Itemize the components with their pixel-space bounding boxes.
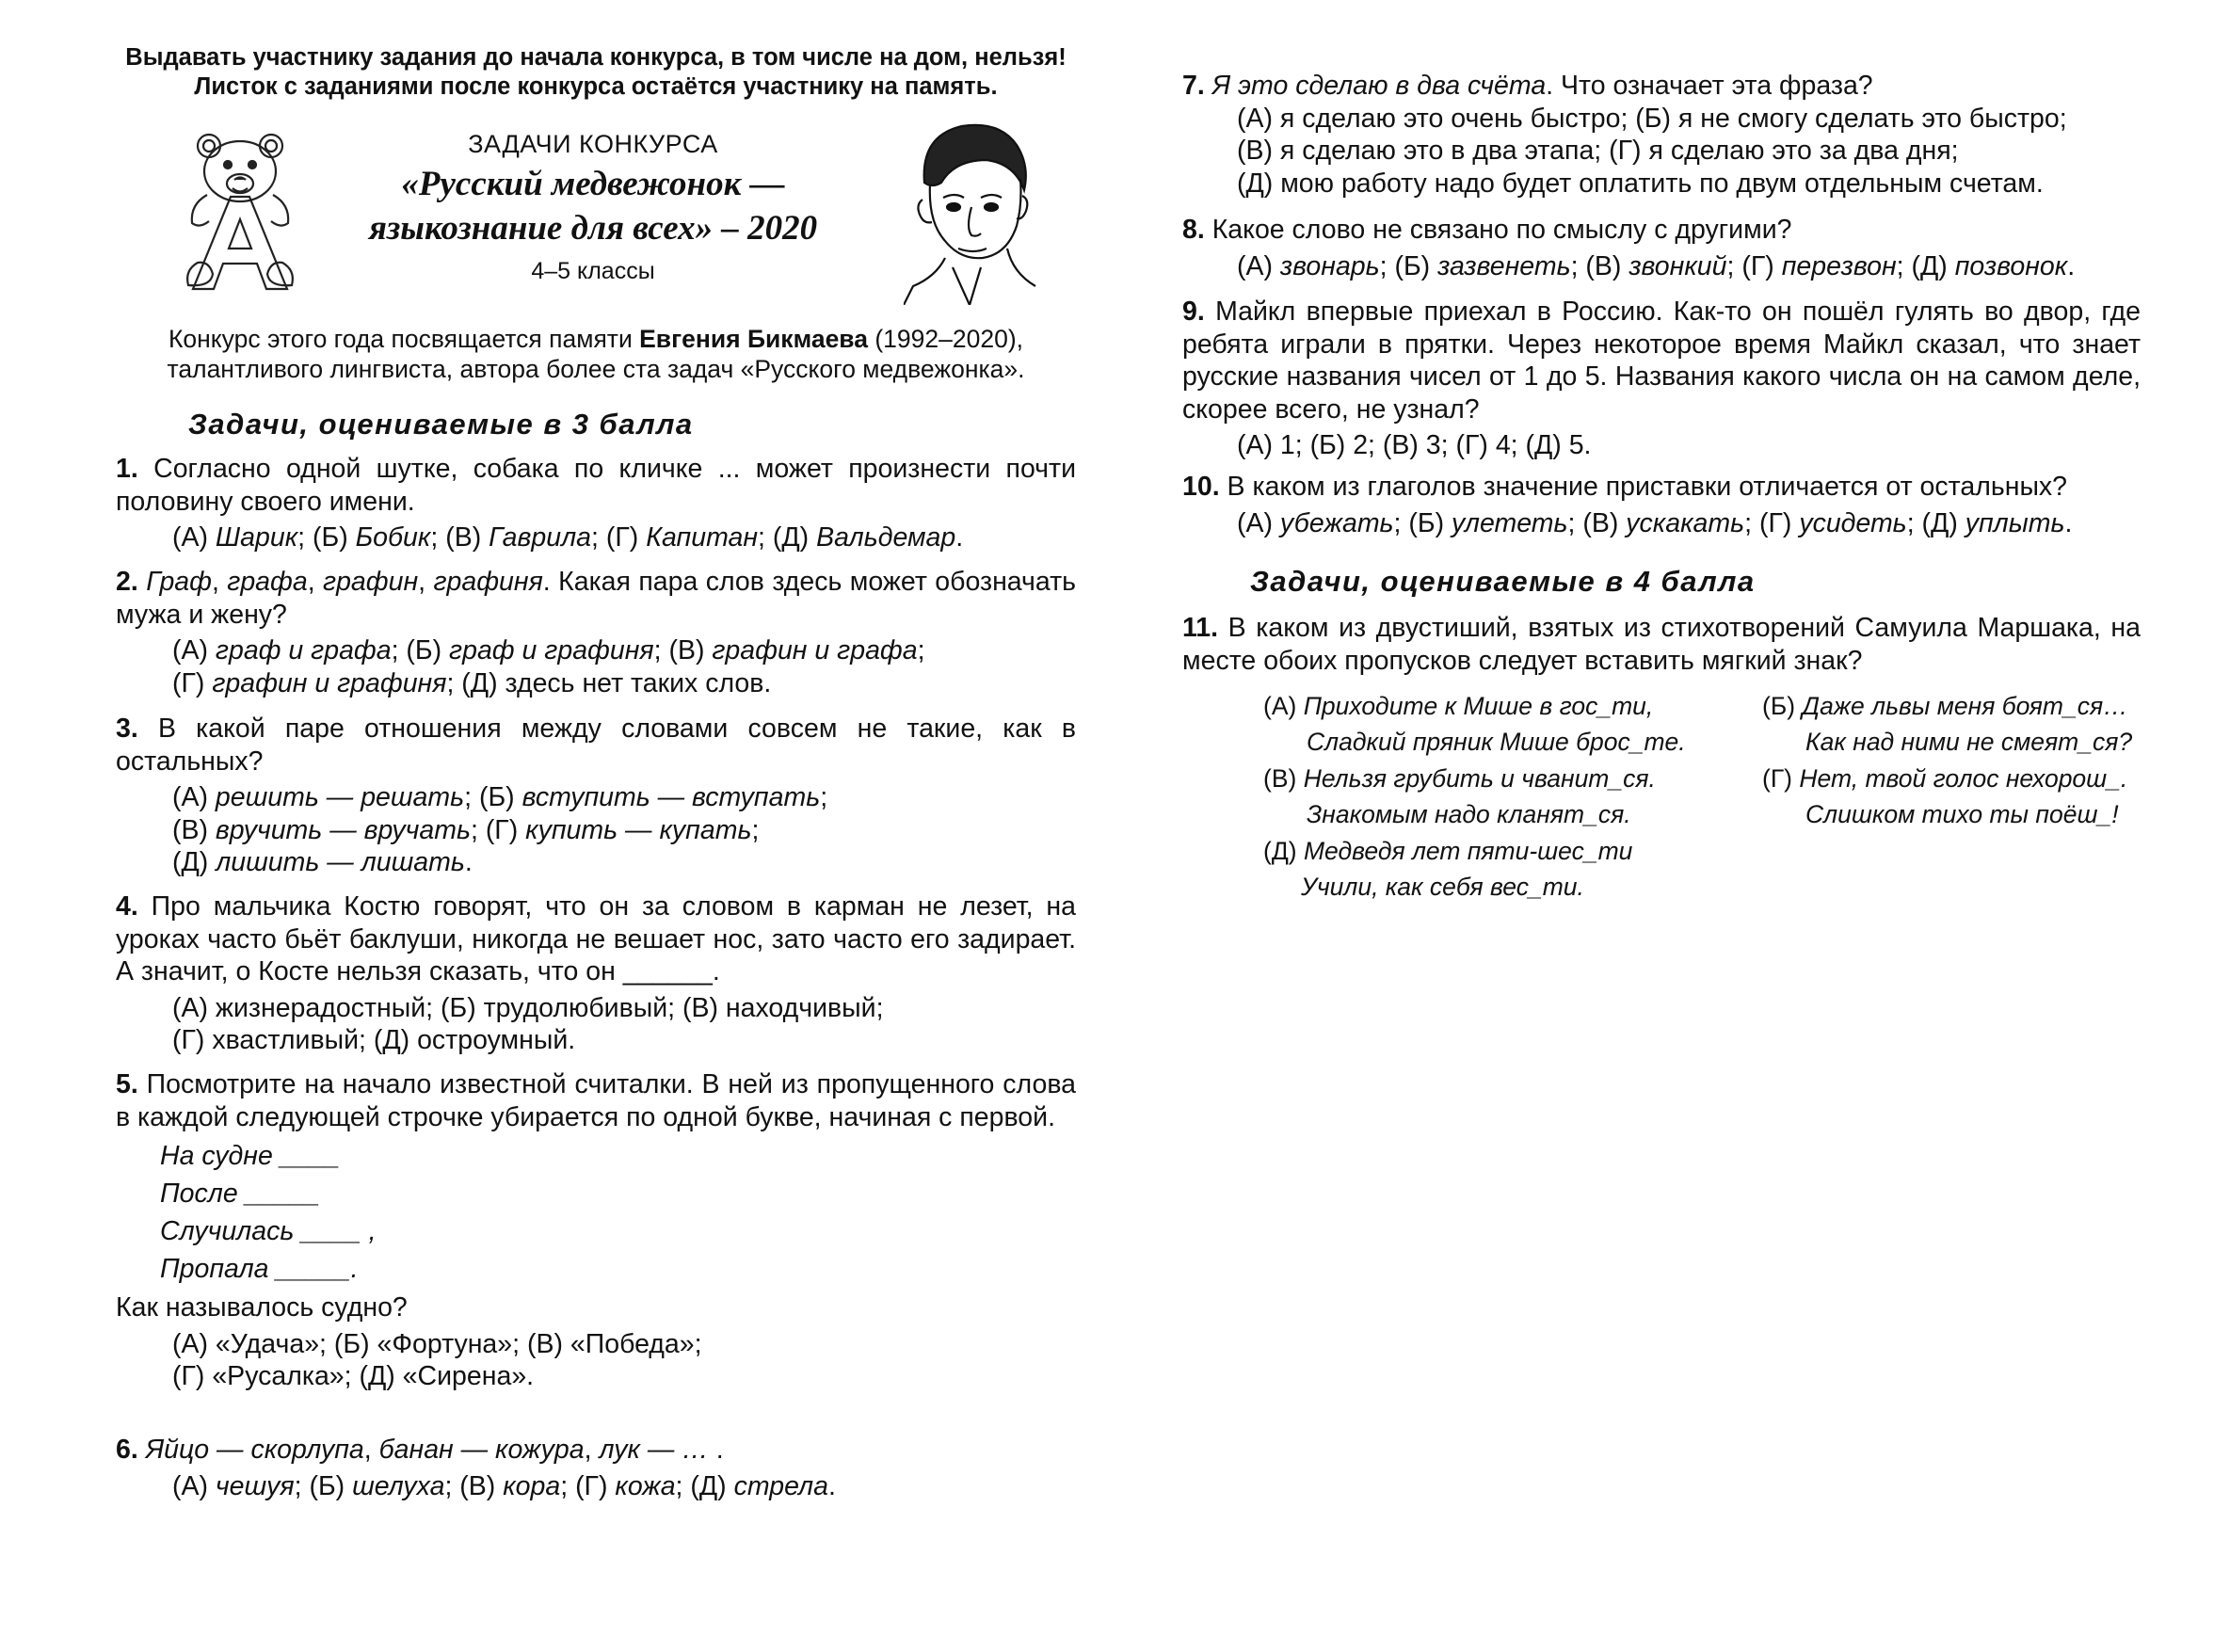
opt-end: . xyxy=(2067,250,2076,281)
task-7 xyxy=(1182,70,2141,200)
notice-line-1: Выдавать участнику задания до начала конкурса, в том числе на дом, нельзя! xyxy=(125,44,1067,71)
task-3-options xyxy=(116,781,1076,879)
distribution-notice xyxy=(116,43,1076,102)
task-8-stem: Какое слово не связано по смыслу с другими? xyxy=(1204,215,1792,245)
option-v: графин и графа xyxy=(712,635,918,666)
opt-label: ; (Д) xyxy=(758,522,817,553)
opt-label: ; (Г) xyxy=(560,1470,616,1501)
couplet-line: Медведя лет пяти-шес_ти xyxy=(1303,837,1633,865)
contest-title-block xyxy=(311,126,875,292)
option-b: Бобик xyxy=(355,522,431,553)
task-11-stem: В каком из двустиший, взятых из стихотворений Самуила Маршака, на месте обоих пропусков следует вставить мягкий знак? xyxy=(1182,613,2141,676)
option-v: Гаврила xyxy=(489,522,592,553)
option-g: графин и графиня xyxy=(212,667,447,698)
task-2-word: графиня xyxy=(433,567,543,597)
option-d: Вальдемар xyxy=(816,522,956,553)
opt-label: ; (В) xyxy=(444,1470,504,1501)
option-v: ускакать xyxy=(1626,507,1745,538)
task-5-number: 5. xyxy=(116,1069,138,1099)
task-2-word: графа xyxy=(227,567,308,597)
sep: . xyxy=(715,1435,724,1465)
contest-name-line-2: языкознание для всех» – 2020 xyxy=(368,209,818,248)
task-9-options: (А) 1; (Б) 2; (В) 3; (Г) 4; (Д) 5. xyxy=(1237,430,1592,460)
option-a: граф и графа xyxy=(215,635,392,666)
contest-kicker: ЗАДАЧИ КОНКУРСА xyxy=(468,130,718,158)
option-a: решить — решать xyxy=(215,782,465,812)
couplet-line: Даже львы меня боят_ся… xyxy=(1802,692,2128,720)
opt-label: (В) xyxy=(1263,764,1304,793)
opt-label: ; (Б) xyxy=(464,782,522,812)
opt-label: (Д) xyxy=(172,847,217,877)
couplet-line: Знакомым надо кланят_ся. xyxy=(1307,800,1631,828)
portrait-icon xyxy=(904,117,1039,305)
task-5 xyxy=(116,1068,1076,1393)
couplet-line: Учили, как себя вес_ти. xyxy=(1301,873,1584,901)
task-7-options xyxy=(1182,103,2141,200)
poem-line: Случилась ____ , xyxy=(160,1216,377,1246)
section-heading-4-points: Задачи, оцениваемые в 4 балла xyxy=(1250,565,1756,598)
dedication-prefix: Конкурс этого года посвящается памяти xyxy=(168,325,640,353)
opt-end: ; xyxy=(917,635,925,666)
dedication-line-2: талантливого лингвиста, автора более ста задач «Русского медвежонка». xyxy=(167,355,1025,383)
option-v: кора xyxy=(503,1470,561,1501)
opt-label: (Б) xyxy=(1762,692,1803,720)
opt-label: ; (В) xyxy=(430,522,489,553)
option-b: шелуха xyxy=(352,1470,445,1501)
task-1 xyxy=(116,453,1076,554)
option-a: чешуя xyxy=(215,1470,295,1501)
opt-label: (А) xyxy=(1263,692,1304,720)
option-d: ; (Д) здесь нет таких слов. xyxy=(446,667,772,698)
task-7-question: . Что означает эта фраза? xyxy=(1546,71,1873,101)
task-11-option-g xyxy=(1762,761,2127,832)
option-b: граф и графиня xyxy=(449,635,654,666)
sep: , xyxy=(363,1435,379,1465)
task-11-option-d xyxy=(1263,833,1632,905)
opt-label: (Д) xyxy=(1263,837,1304,865)
opt-label: (А) xyxy=(172,1470,216,1501)
task-5-options-line-1: (А) «Удача»; (Б) «Фортуна»; (В) «Победа»; xyxy=(172,1328,702,1359)
task-6-pair: банан — кожура xyxy=(378,1435,585,1465)
task-6-number: 6. xyxy=(116,1435,138,1465)
task-7-options-line-3: (Д) мою работу надо будет оплатить по двум отдельным счетам. xyxy=(1237,168,2044,199)
opt-label: (А) xyxy=(172,635,216,666)
poem-line: Пропала _____. xyxy=(160,1254,359,1284)
option-v: вручить — вручать xyxy=(215,814,471,845)
task-8 xyxy=(1182,214,2141,282)
dedication-suffix: (1992–2020), xyxy=(867,325,1024,353)
task-5-stem: Посмотрите на начало известной считалки. В ней из пропущенного слова в каждой следующей строчке убирается по одной букве, начиная с первой. xyxy=(116,1069,1076,1132)
task-7-phrase: Я это сделаю в два счёта xyxy=(1211,71,1547,101)
option-b: зазвенеть xyxy=(1437,250,1571,281)
task-1-stem: Согласно одной шутке, собака по кличке ... может произнести почти половину своего имени. xyxy=(116,454,1076,517)
opt-label: (Г) xyxy=(172,667,213,698)
dedication xyxy=(116,324,1076,384)
task-4-options-line-2: (Г) хвастливый; (Д) остроумный. xyxy=(172,1025,576,1055)
task-4-options xyxy=(116,992,1076,1057)
task-5-question: Как называлось судно? xyxy=(116,1292,408,1323)
opt-label: (В) xyxy=(172,814,216,845)
opt-label: ; (Г) xyxy=(470,814,526,845)
opt-label: ; (Б) xyxy=(391,635,450,666)
task-11-number: 11. xyxy=(1182,613,1219,643)
sep: , xyxy=(307,567,324,597)
opt-label: (А) xyxy=(1237,507,1280,538)
task-2-word: графин xyxy=(323,567,419,597)
task-11-option-v xyxy=(1263,761,1656,832)
task-3 xyxy=(116,713,1076,879)
opt-label: ; (Д) xyxy=(1906,507,1965,538)
poem-line: После _____ xyxy=(160,1179,320,1209)
task-2 xyxy=(116,566,1076,699)
task-6-pair: Яйцо — скорлупа xyxy=(145,1435,364,1465)
opt-label: (А) xyxy=(172,782,216,812)
option-b: улететь xyxy=(1452,507,1568,538)
opt-label: (А) xyxy=(172,522,216,553)
opt-label: ; (В) xyxy=(1570,250,1629,281)
sep: , xyxy=(418,567,434,597)
poem-line: На судне ____ xyxy=(160,1141,341,1171)
option-a: Шарик xyxy=(215,522,298,553)
task-11 xyxy=(1182,612,2141,677)
option-v: звонкий xyxy=(1628,250,1727,281)
task-9-stem: Майкл впервые приехал в Россию. Как-то он пошёл гулять во двор, где ребята играли в прятки. Через некоторое время Майкл сказал, что знает русские названия чисел от 1 до 5. Названия какого числа он на самом деле, скорее всего, не узнал? xyxy=(1182,297,2141,425)
opt-label: ; (Б) xyxy=(294,1470,353,1501)
couplet-line: Нельзя грубить и чванит_ся. xyxy=(1303,764,1656,793)
bear-logo-icon xyxy=(179,129,301,294)
opt-end: ; xyxy=(820,782,828,812)
option-d: стрела xyxy=(733,1470,828,1501)
opt-label: ; (В) xyxy=(1567,507,1627,538)
task-2-number: 2. xyxy=(116,567,138,597)
opt-label: ; (Б) xyxy=(297,522,356,553)
dedication-person: Евгения Бикмаева xyxy=(639,325,868,353)
opt-label: ; (Д) xyxy=(675,1470,734,1501)
opt-end: . xyxy=(827,1470,836,1501)
opt-label: ; (Д) xyxy=(1896,250,1955,281)
option-g: усидеть xyxy=(1799,507,1907,538)
task-2-question: . Какая пара слов здесь может обозначать мужа и жену? xyxy=(116,567,1077,630)
contest-name-line-1: «Русский медвежонок — xyxy=(401,165,785,203)
task-10-stem: В каком из глаголов значение приставки отличается от остальных? xyxy=(1219,472,2068,502)
task-4-number: 4. xyxy=(116,891,138,922)
task-5-options-line-2: (Г) «Русалка»; (Д) «Сирена». xyxy=(172,1361,535,1391)
task-3-stem: В какой паре отношения между словами совсем не такие, как в остальных? xyxy=(116,714,1076,777)
task-6-options xyxy=(116,1470,1076,1503)
section-heading-3-points: Задачи, оцениваемые в 3 балла xyxy=(188,408,694,441)
opt-label: (А) xyxy=(1237,250,1280,281)
task-5-poem xyxy=(116,1137,1076,1288)
task-7-number: 7. xyxy=(1182,71,1205,101)
contest-grade: 4–5 классы xyxy=(531,258,655,284)
couplet-line: Нет, твой голос нехорош_. xyxy=(1799,764,2128,793)
task-4-stem: Про мальчика Костю говорят, что он за словом в карман не лезет, на уроках часто бьёт баклуши, никогда не вешает нос, зато часто его задирает. А значит, о Косте нельзя сказать, что он ______. xyxy=(116,891,1076,986)
notice-line-2: Листок с заданиями после конкурса остаётся участнику на память. xyxy=(194,73,998,100)
opt-label: (Г) xyxy=(1762,764,1800,793)
option-d: уплыть xyxy=(1965,507,2065,538)
task-2-word: Граф xyxy=(146,567,212,597)
task-10-number: 10. xyxy=(1182,472,1220,502)
option-g: Капитан xyxy=(646,522,759,553)
sep: , xyxy=(211,567,228,597)
task-1-number: 1. xyxy=(116,454,138,484)
couplet-line: Приходите к Мише в гос_ти, xyxy=(1303,692,1654,720)
opt-label: ; (Г) xyxy=(1744,507,1800,538)
opt-end: . xyxy=(464,847,473,877)
task-11-option-b xyxy=(1762,688,2132,760)
couplet-line: Слишком тихо ты поёш_! xyxy=(1805,800,2119,828)
task-1-options xyxy=(116,521,1076,554)
task-2-options xyxy=(116,634,1076,699)
opt-end: . xyxy=(2064,507,2073,538)
task-6 xyxy=(116,1434,1076,1502)
option-a: звонарь xyxy=(1279,250,1380,281)
opt-label: ; (Г) xyxy=(591,522,647,553)
task-9 xyxy=(1182,296,2141,462)
opt-label: ; (Б) xyxy=(1379,250,1438,281)
option-b: вступить — вступать xyxy=(521,782,821,812)
opt-end: . xyxy=(955,522,964,553)
task-4-options-line-1: (А) жизнерадостный; (Б) трудолюбивый; (В) находчивый; xyxy=(172,992,884,1023)
task-8-options xyxy=(1182,250,2141,283)
opt-label: ; (В) xyxy=(653,635,713,666)
task-6-pair: лук — … xyxy=(599,1435,716,1465)
couplet-line: Сладкий пряник Мише брос_те. xyxy=(1307,728,1686,756)
option-a: убежать xyxy=(1279,507,1394,538)
task-10-options xyxy=(1182,507,2141,540)
opt-label: ; (Г) xyxy=(1726,250,1782,281)
sep: , xyxy=(584,1435,600,1465)
couplet-line: Как над ними не смеят_ся? xyxy=(1805,728,2133,756)
task-7-options-line-1: (А) я сделаю это очень быстро; (Б) я не смогу сделать это быстро; xyxy=(1237,103,2067,134)
option-g: купить — купать xyxy=(525,814,752,845)
opt-end: ; xyxy=(751,814,760,845)
opt-label: ; (Б) xyxy=(1393,507,1452,538)
task-9-number: 9. xyxy=(1182,297,1205,327)
task-7-options-line-2: (В) я сделаю это в два этапа; (Г) я сделаю это за два дня; xyxy=(1237,136,1959,166)
option-g: перезвон xyxy=(1781,250,1897,281)
option-d: позвонок xyxy=(1954,250,2068,281)
task-11-option-a xyxy=(1263,688,1686,760)
option-g: кожа xyxy=(615,1470,676,1501)
option-d: лишить — лишать xyxy=(216,847,465,877)
task-4 xyxy=(116,890,1076,1057)
task-5-options xyxy=(116,1328,1076,1393)
task-3-number: 3. xyxy=(116,714,138,744)
task-10 xyxy=(1182,471,2141,539)
task-8-number: 8. xyxy=(1182,215,1205,245)
